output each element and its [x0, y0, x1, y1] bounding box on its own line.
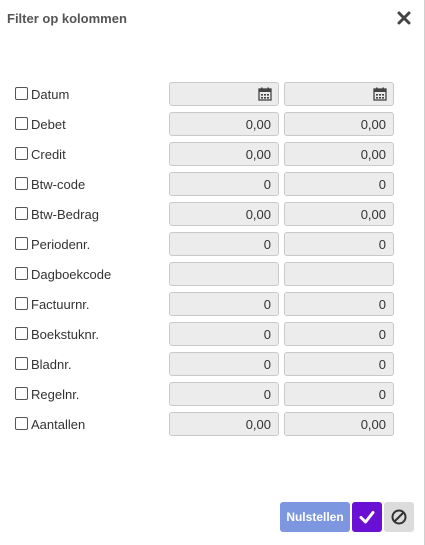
- factuurnr-to-input[interactable]: [284, 292, 394, 316]
- checkbox-bladnr[interactable]: [15, 357, 28, 370]
- label-credit: Credit: [31, 147, 66, 162]
- credit-to-value: 0,00: [360, 147, 386, 162]
- factuurnr-from-input[interactable]: [169, 292, 279, 316]
- close-button[interactable]: [396, 10, 412, 26]
- debet-from-value: 0,00: [245, 117, 271, 132]
- label-debet: Debet: [31, 117, 66, 132]
- btw-code-from-value: 0: [263, 177, 271, 192]
- debet-from-input[interactable]: [169, 112, 279, 136]
- periodenr-to-input[interactable]: [284, 232, 394, 256]
- boekstuknr-from-input[interactable]: [169, 322, 279, 346]
- datum-to-input[interactable]: [284, 82, 394, 106]
- checkbox-periodenr[interactable]: [15, 237, 28, 250]
- btw-code-from-input[interactable]: [169, 172, 279, 196]
- checkbox-debet[interactable]: [15, 117, 28, 130]
- filter-row-regelnr: [15, 382, 395, 406]
- filter-row-btw-bedrag: [15, 202, 395, 226]
- factuurnr-to-value: 0: [378, 297, 386, 312]
- label-regelnr: Regelnr.: [31, 387, 80, 402]
- checkbox-factuurnr[interactable]: [15, 297, 28, 310]
- periodenr-from-input[interactable]: [169, 232, 279, 256]
- filter-row-boekstuknr: [15, 322, 395, 346]
- aantallen-from-input[interactable]: [169, 412, 279, 436]
- regelnr-from-input[interactable]: [169, 382, 279, 406]
- filter-row-credit: [15, 142, 395, 166]
- debet-to-value: 0,00: [360, 117, 386, 132]
- calendar-icon[interactable]: [258, 87, 272, 101]
- label-periodenr: Periodenr.: [31, 237, 91, 252]
- cancel-icon: [390, 508, 408, 526]
- label-dagboekcode: Dagboekcode: [31, 267, 112, 282]
- bladnr-to-value: 0: [378, 357, 386, 372]
- filter-row-datum: [15, 82, 395, 106]
- periodenr-from-value: 0: [263, 237, 271, 252]
- checkbox-aantallen[interactable]: [15, 417, 28, 430]
- checkbox-datum[interactable]: [15, 87, 28, 100]
- checkbox-credit[interactable]: [15, 147, 28, 160]
- boekstuknr-from-value: 0: [263, 327, 271, 342]
- dialog-title: Filter op kolommen: [7, 11, 127, 26]
- checkmark-icon: [358, 508, 376, 526]
- btw-bedrag-to-value: 0,00: [360, 207, 386, 222]
- boekstuknr-to-value: 0: [378, 327, 386, 342]
- label-btw-code: Btw-code: [31, 177, 86, 192]
- label-btw-bedrag: Btw-Bedrag: [31, 207, 99, 222]
- factuurnr-from-value: 0: [263, 297, 271, 312]
- checkbox-btw-code[interactable]: [15, 177, 28, 190]
- credit-to-input[interactable]: [284, 142, 394, 166]
- label-datum: Datum: [31, 87, 70, 102]
- bladnr-to-input[interactable]: [284, 352, 394, 376]
- filter-row-debet: [15, 112, 395, 136]
- filter-row-btw-code: [15, 172, 395, 196]
- aantallen-to-value: 0,00: [360, 417, 386, 432]
- filter-row-periodenr: [15, 232, 395, 256]
- btw-bedrag-from-input[interactable]: [169, 202, 279, 226]
- filter-row-bladnr: [15, 352, 395, 376]
- checkbox-btw-bedrag[interactable]: [15, 207, 28, 220]
- btw-bedrag-to-input[interactable]: [284, 202, 394, 226]
- filter-row-aantallen: [15, 412, 395, 436]
- label-boekstuknr: Boekstuknr.: [31, 327, 99, 342]
- label-factuurnr: Factuurnr.: [31, 297, 90, 312]
- regelnr-from-value: 0: [263, 387, 271, 402]
- filter-row-dagboekcode: [15, 262, 395, 286]
- close-icon: [396, 10, 412, 26]
- label-aantallen: Aantallen: [31, 417, 86, 432]
- btw-code-to-input[interactable]: [284, 172, 394, 196]
- btw-bedrag-from-value: 0,00: [245, 207, 271, 222]
- regelnr-to-input[interactable]: [284, 382, 394, 406]
- dagboekcode-to-input[interactable]: [284, 262, 394, 286]
- periodenr-to-value: 0: [378, 237, 386, 252]
- bladnr-from-input[interactable]: [169, 352, 279, 376]
- calendar-icon[interactable]: [373, 87, 387, 101]
- apply-button[interactable]: [352, 502, 382, 532]
- datum-from-input[interactable]: [169, 82, 279, 106]
- checkbox-dagboekcode[interactable]: [15, 267, 28, 280]
- filter-row-factuurnr: [15, 292, 395, 316]
- btw-code-to-value: 0: [378, 177, 386, 192]
- checkbox-regelnr[interactable]: [15, 387, 28, 400]
- aantallen-from-value: 0,00: [245, 417, 271, 432]
- credit-from-value: 0,00: [245, 147, 271, 162]
- regelnr-to-value: 0: [378, 387, 386, 402]
- bladnr-from-value: 0: [263, 357, 271, 372]
- reset-button[interactable]: Nulstellen: [280, 502, 350, 532]
- dagboekcode-from-input[interactable]: [169, 262, 279, 286]
- debet-to-input[interactable]: [284, 112, 394, 136]
- boekstuknr-to-input[interactable]: [284, 322, 394, 346]
- credit-from-input[interactable]: [169, 142, 279, 166]
- aantallen-to-input[interactable]: [284, 412, 394, 436]
- cancel-button[interactable]: [384, 502, 414, 532]
- checkbox-boekstuknr[interactable]: [15, 327, 28, 340]
- label-bladnr: Bladnr.: [31, 357, 72, 372]
